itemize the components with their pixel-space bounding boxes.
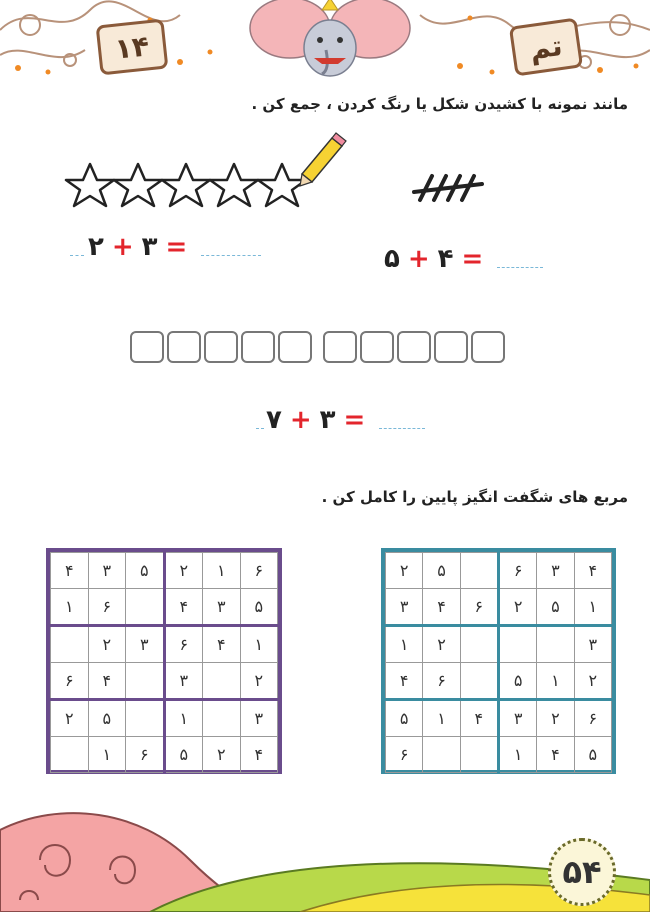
plus-sign: + xyxy=(111,232,134,262)
sudoku-cell: ۶ xyxy=(88,589,126,626)
sudoku-cell: ۱ xyxy=(164,700,203,737)
sudoku-cell: ۵ xyxy=(537,589,574,626)
sudoku-empty-cell[interactable] xyxy=(423,737,460,773)
sudoku-cell: ۵ xyxy=(164,737,203,773)
sudoku-cell: ۶ xyxy=(460,589,498,626)
sudoku-cell: ۶ xyxy=(423,663,460,700)
sudoku-cell: ۱ xyxy=(88,737,126,773)
equation-3-operand-b: ۳ xyxy=(319,405,336,435)
sudoku-grid-left xyxy=(46,548,282,774)
sudoku-cell: ۲ xyxy=(574,663,611,700)
equals-sign: = xyxy=(343,405,366,435)
sudoku-cell: ۶ xyxy=(126,737,165,773)
equation-3 xyxy=(256,405,425,435)
sudoku-cell: ۶ xyxy=(164,626,203,663)
sudoku-cell: ۳ xyxy=(164,663,203,700)
sudoku-empty-cell[interactable] xyxy=(203,700,241,737)
sudoku-empty-cell[interactable] xyxy=(498,626,536,663)
sudoku-cell: ۵ xyxy=(240,589,278,626)
sudoku-empty-cell[interactable] xyxy=(126,589,165,626)
equation-2 xyxy=(384,244,543,274)
sudoku-cell: ۲ xyxy=(498,589,536,626)
counting-box[interactable] xyxy=(204,331,238,363)
sudoku-row xyxy=(51,737,278,773)
sudoku-empty-cell[interactable] xyxy=(460,553,498,589)
sudoku-cell: ۲ xyxy=(51,700,89,737)
counting-box[interactable] xyxy=(241,331,275,363)
sudoku-row xyxy=(51,626,278,663)
sudoku-empty-cell[interactable] xyxy=(537,626,574,663)
sudoku-row xyxy=(386,626,612,663)
sudoku-cell: ۴ xyxy=(460,700,498,737)
sudoku-cell: ۳ xyxy=(537,553,574,589)
sudoku-cell: ۴ xyxy=(574,553,611,589)
sudoku-cell: ۳ xyxy=(126,626,165,663)
equals-sign: = xyxy=(165,232,188,262)
sudoku-cell: ۲ xyxy=(88,626,126,663)
equals-sign: = xyxy=(461,244,484,274)
sudoku-cell: ۱ xyxy=(537,663,574,700)
sudoku-cell: ۳ xyxy=(574,626,611,663)
counting-boxes xyxy=(130,331,508,363)
sudoku-cell: ۳ xyxy=(203,589,241,626)
sudoku-cell: ۵ xyxy=(386,700,423,737)
sudoku-cell: ۶ xyxy=(51,663,89,700)
sudoku-row xyxy=(386,700,612,737)
counting-box[interactable] xyxy=(323,331,357,363)
sudoku-cell: ۱ xyxy=(240,626,278,663)
counting-box[interactable] xyxy=(167,331,201,363)
sudoku-cell: ۲ xyxy=(537,700,574,737)
sudoku-cell: ۴ xyxy=(51,553,89,589)
sudoku-empty-cell[interactable] xyxy=(460,663,498,700)
sudoku-row xyxy=(51,589,278,626)
sudoku-cell: ۱ xyxy=(203,553,241,589)
sudoku-cell: ۴ xyxy=(386,663,423,700)
star-icon xyxy=(66,164,306,206)
sudoku-grid-right xyxy=(381,548,616,774)
sudoku-empty-cell[interactable] xyxy=(203,663,241,700)
sudoku-cell: ۳ xyxy=(88,553,126,589)
sudoku-row xyxy=(386,553,612,589)
sudoku-row xyxy=(51,553,278,589)
sudoku-cell: ۴ xyxy=(423,589,460,626)
equation-2-operand-a: ۵ xyxy=(384,244,400,274)
answer-blank[interactable] xyxy=(201,254,261,256)
theme-label-tag: تم xyxy=(509,18,583,77)
sudoku-cell: ۱ xyxy=(498,737,536,773)
sudoku-cell: ۱ xyxy=(423,700,460,737)
counting-box[interactable] xyxy=(471,331,505,363)
pencil-icon xyxy=(300,133,346,186)
header xyxy=(0,0,650,80)
sudoku-empty-cell[interactable] xyxy=(51,737,89,773)
sudoku-cell: ۱ xyxy=(386,626,423,663)
lesson-number-tag: ۱۴ xyxy=(96,19,169,76)
plus-sign: + xyxy=(407,244,430,274)
sudoku-empty-cell[interactable] xyxy=(51,626,89,663)
sudoku-cell: ۵ xyxy=(126,553,165,589)
stars-row xyxy=(64,130,354,210)
sudoku-cell: ۵ xyxy=(574,737,611,773)
sudoku-cell: ۶ xyxy=(386,737,423,773)
counting-box[interactable] xyxy=(130,331,164,363)
answer-blank-prefix xyxy=(70,254,84,256)
sudoku-empty-cell[interactable] xyxy=(126,700,165,737)
sudoku-cell: ۶ xyxy=(240,553,278,589)
equation-1 xyxy=(70,232,261,262)
page-number-badge: ۵۴ xyxy=(548,838,616,906)
sudoku-row xyxy=(386,737,612,773)
sudoku-cell: ۱ xyxy=(51,589,89,626)
equation-3-operand-a: ۷ xyxy=(266,405,282,435)
equation-1-operand-b: ۳ xyxy=(141,232,158,262)
sudoku-cell: ۴ xyxy=(203,626,241,663)
sudoku-cell: ۲ xyxy=(386,553,423,589)
plus-sign: + xyxy=(289,405,312,435)
instruction-1: مانند نمونه با کشیدن شکل یا رنگ کردن ، جمع کن . xyxy=(251,95,628,113)
sudoku-cell: ۳ xyxy=(386,589,423,626)
sudoku-cell: ۴ xyxy=(88,663,126,700)
sudoku-cell: ۳ xyxy=(498,700,536,737)
sudoku-row xyxy=(386,589,612,626)
equation-2-operand-b: ۴ xyxy=(437,244,454,274)
answer-blank-prefix xyxy=(256,427,264,429)
answer-blank[interactable] xyxy=(379,427,425,429)
tally-marks-icon xyxy=(410,172,485,204)
sudoku-row xyxy=(51,700,278,737)
sudoku-cell: ۶ xyxy=(498,553,536,589)
sudoku-cell: ۴ xyxy=(240,737,278,773)
sudoku-cell: ۳ xyxy=(240,700,278,737)
sudoku-cell: ۲ xyxy=(164,553,203,589)
sudoku-cell: ۴ xyxy=(164,589,203,626)
sudoku-row xyxy=(386,663,612,700)
sudoku-cell: ۶ xyxy=(574,700,611,737)
sudoku-cell: ۵ xyxy=(498,663,536,700)
counting-box[interactable] xyxy=(278,331,312,363)
equation-1-operand-a: ۲ xyxy=(88,232,104,262)
sudoku-empty-cell[interactable] xyxy=(126,663,165,700)
sudoku-cell: ۵ xyxy=(423,553,460,589)
instruction-2: مربع های شگفت انگیز پایین را کامل کن . xyxy=(321,488,628,506)
sudoku-cell: ۲ xyxy=(423,626,460,663)
sudoku-cell: ۴ xyxy=(537,737,574,773)
sudoku-row xyxy=(51,663,278,700)
sudoku-empty-cell[interactable] xyxy=(460,626,498,663)
counting-box[interactable] xyxy=(397,331,431,363)
sudoku-empty-cell[interactable] xyxy=(460,737,498,773)
sudoku-cell: ۲ xyxy=(240,663,278,700)
counting-box[interactable] xyxy=(434,331,468,363)
answer-blank[interactable] xyxy=(497,266,543,268)
counting-box[interactable] xyxy=(360,331,394,363)
sudoku-cell: ۱ xyxy=(574,589,611,626)
sudoku-cell: ۲ xyxy=(203,737,241,773)
sudoku-cell: ۵ xyxy=(88,700,126,737)
elephant-icon xyxy=(250,0,410,76)
